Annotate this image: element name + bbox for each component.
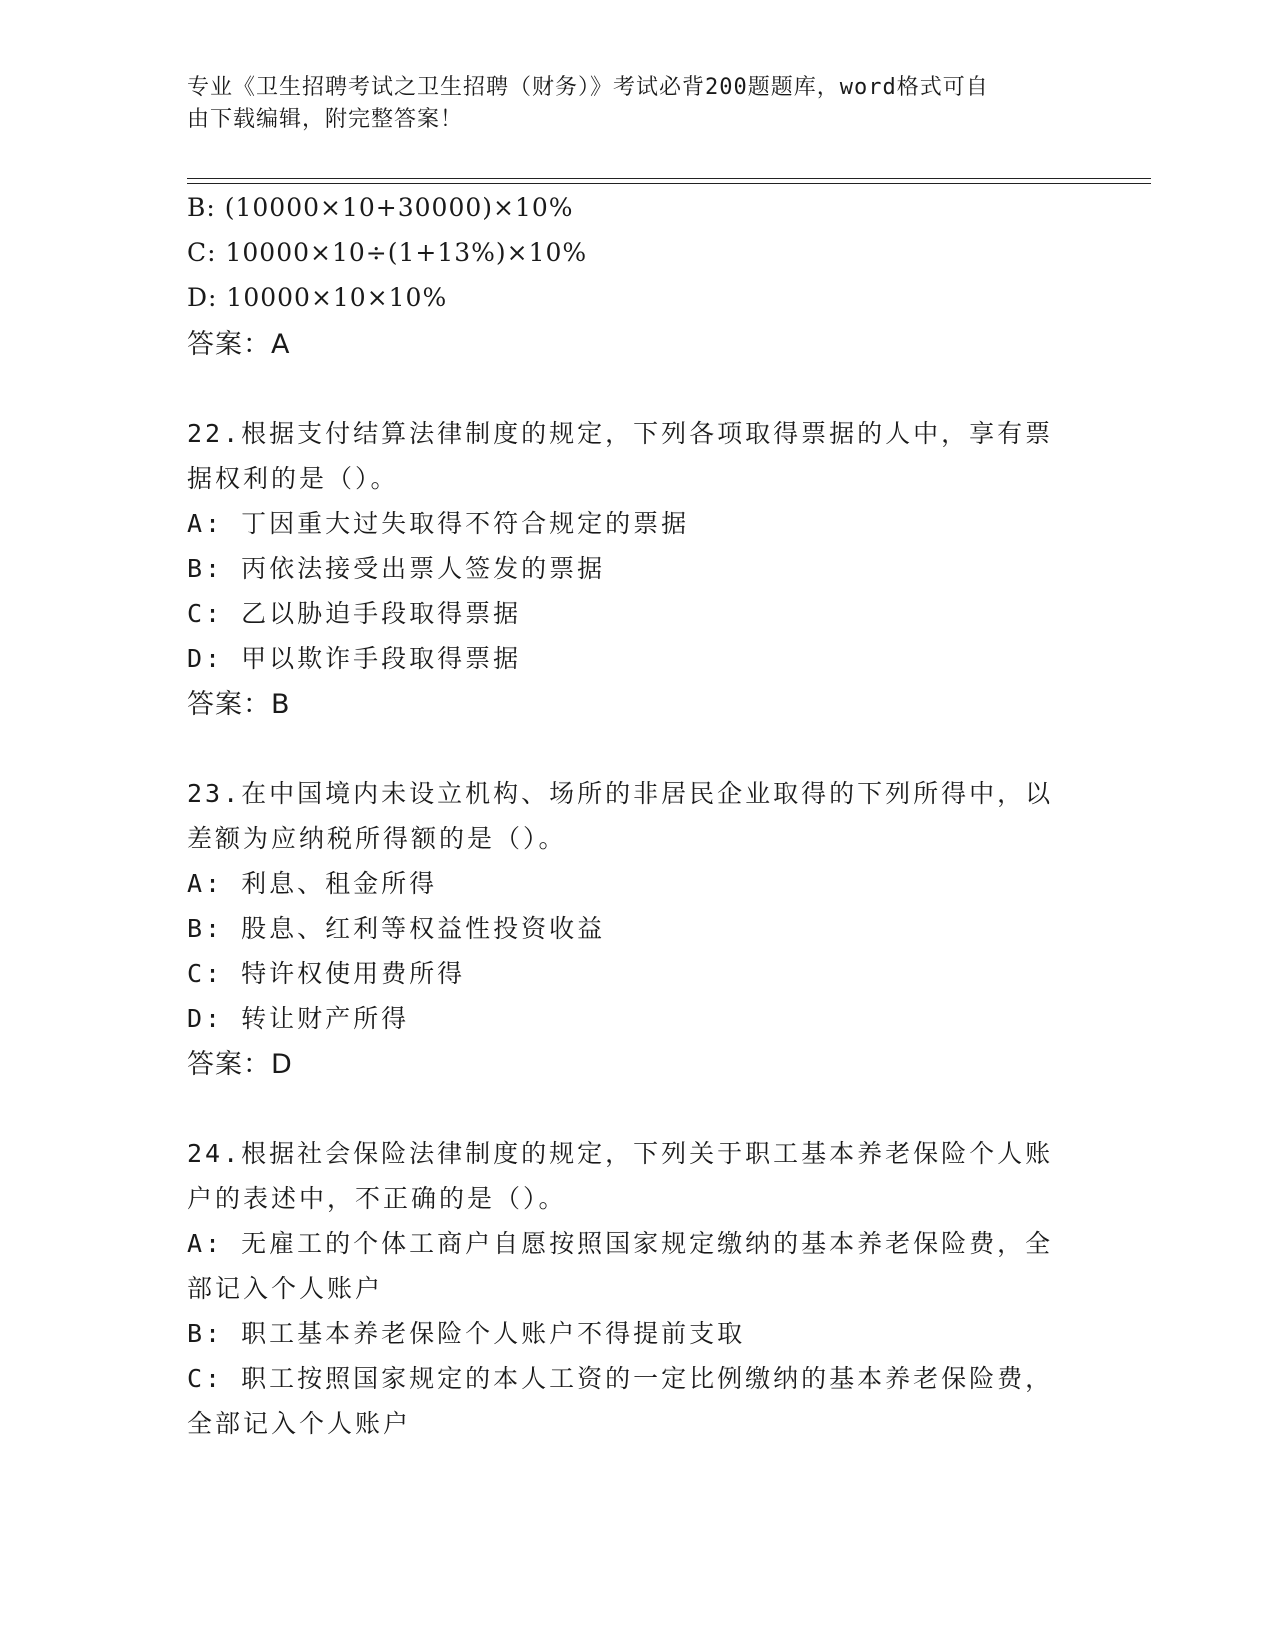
- q24-option-a-line-2: 部记入个人账户: [187, 1274, 384, 1303]
- header-line-1: 专业《卫生招聘考试之卫生招聘（财务）》考试必背200题题库，word格式可自: [187, 75, 989, 100]
- q22-option-b: B: 丙依法接受出票人签发的票据: [187, 554, 606, 583]
- q22-option-a: A: 丁因重大过失取得不符合规定的票据: [187, 509, 690, 538]
- q22-option-d: D: 甲以欺诈手段取得票据: [187, 644, 522, 673]
- q24-stem-line-2: 户的表述中，不正确的是（）。: [187, 1184, 567, 1213]
- q22-stem-line-2: 据权利的是（）。: [187, 464, 399, 493]
- q23-option-a: A: 利息、租金所得: [187, 869, 438, 898]
- q21-answer: 答案：A: [187, 329, 291, 360]
- q23-option-d: D: 转让财产所得: [187, 1004, 410, 1033]
- q21-option-d: D: 10000×10×10%: [187, 283, 448, 312]
- q21-option-b: B: (10000×10+30000)×10%: [187, 193, 574, 222]
- document-header: [187, 72, 1087, 136]
- q24-option-b: B: 职工基本养老保险个人账户不得提前支取: [187, 1319, 746, 1348]
- q24-option-a-line-1: A: 无雇工的个体工商户自愿按照国家规定缴纳的基本养老保险费，全: [187, 1229, 1054, 1258]
- q24-option-c-line-1: C: 职工按照国家规定的本人工资的一定比例缴纳的基本养老保险费，: [187, 1364, 1054, 1393]
- header-divider-top: [187, 178, 1151, 179]
- q24-option-c-line-2: 全部记入个人账户: [187, 1409, 412, 1438]
- q24-stem-line-1: 24.根据社会保险法律制度的规定，下列关于职工基本养老保险个人账: [187, 1139, 1054, 1168]
- q23-option-c: C: 特许权使用费所得: [187, 959, 466, 988]
- header-divider-bottom: [187, 183, 1151, 184]
- q23-answer: 答案：D: [187, 1049, 293, 1080]
- q23-stem-line-1: 23.在中国境内未设立机构、场所的非居民企业取得的下列所得中，以: [187, 779, 1054, 808]
- q22-option-c: C: 乙以胁迫手段取得票据: [187, 599, 522, 628]
- q22-answer: 答案：B: [187, 689, 291, 720]
- header-line-2: 由下载编辑，附完整答案！: [187, 107, 464, 132]
- q22-stem-line-1: 22.根据支付结算法律制度的规定，下列各项取得票据的人中，享有票: [187, 419, 1054, 448]
- q23-stem-line-2: 差额为应纳税所得额的是（）。: [187, 824, 567, 853]
- q21-option-c: C: 10000×10÷(1+13%)×10%: [187, 238, 588, 267]
- q23-option-b: B: 股息、红利等权益性投资收益: [187, 914, 606, 943]
